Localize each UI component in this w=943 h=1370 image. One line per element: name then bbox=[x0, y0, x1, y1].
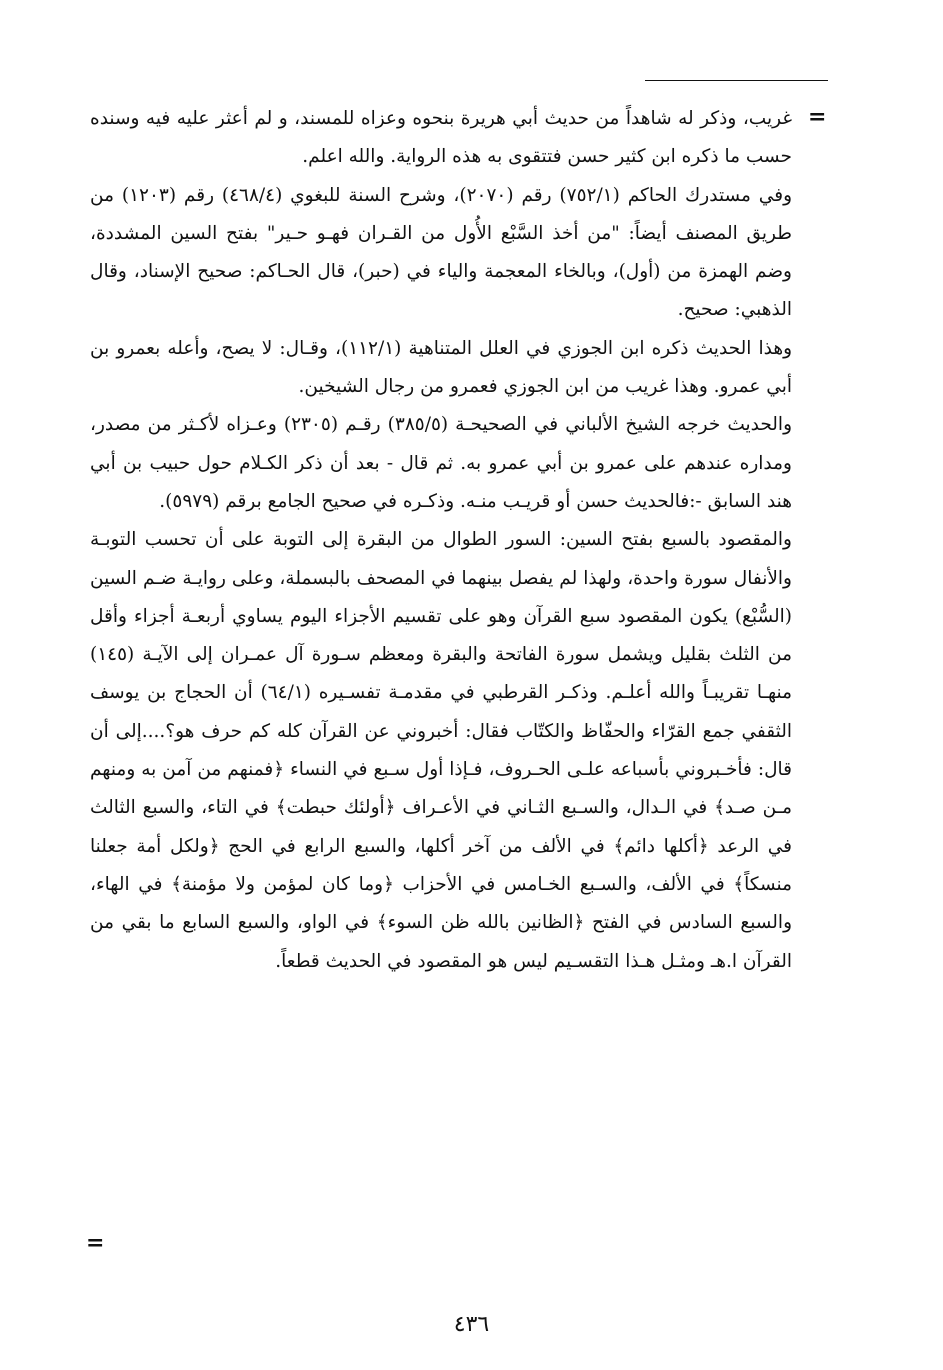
footnote-paragraph: وفي مستدرك الحاكم (٧٥٢/١) رقم (٢٠٧٠)، وشرح السنة للبغوي (٤٦٨/٤) رقم (١٢٠٣) من طريق المصنف أيضاً: "من أخذ السَّبْع الأُول من القـران فهـو حـير" بفتح السين المشددة، وضم الهمزة من (أول)، وبالخاء المعجمة والياء في (حبر)، قال الحـاكم: صحيح الإسناد، وقال الذهبي: صحيح. bbox=[90, 184, 792, 321]
footnote-paragraph: والحديث خرجه الشيخ الألباني في الصحيحـة (٣٨٥/٥) رقـم (٢٣٠٥) وعـزاه لأكـثر من مصدر، ومداره عندهم على عمرو بن أبي عمرو به. ثم قال - بعد أن ذكر الكـلام حول حبيب بن أبي هند السابق -:فالحديث حسن أو قريـب منـه. وذكـره في صحيح الجامع برقم (٥٩٧٩). bbox=[90, 414, 792, 512]
footnote-continuation-marker: = bbox=[808, 104, 827, 130]
footnote-paragraph: والمقصود بالسبع بفتح السين: السور الطوال من البقرة إلى التوبة على أن تحسب التوبـة والأنفال سورة واحدة، ولهذا لم يفصل بينهما في المصحف بالبسملة، وعلى روايـة ضـم السين (السُّبْع) يكون المقصود سبع القرآن وهو على تقسيم الأجزاء اليوم يساوي أربعـة أجزاء وأقل من الثلث بقليل ويشمل سورة الفاتحة والبقرة ومعظم سـورة آل عمـران إلى الآيـة (١٤٥) منهـا تقريبـاً والله أعلـم. وذكـر القرطبي في مقدمـة تفسـيره (٦٤/١) أن الحجاج بن يوسف الثقفي جمع القرّاء والحفّاظ والكتّاب فقال: أخبروني عن القرآن كله كم حرف هو؟....إلى أن قال: فأخـبروني بأسباعه علـى الحـروف، فـإذا أول سـبع في النساء ﴿فمنهم من آمن به ومنهم مـن صـد﴾ في الـدال، والسـبع الثـاني في الأعـراف ﴿أولئك حبطت﴾ في التاء، والسبع الثالث في الرعد ﴿أكلها دائم﴾ في الألف من آخر أكلها، والسبع الرابع في الحج ﴿ولكل أمة جعلنا منسكاً﴾ في الألف، والسـبع الخـامس في الأحزاب ﴿وما كان لمؤمن ولا مؤمنة﴾ في الهاء، والسبع السادس في الفتح ﴿الظانين بالله ظن السوء﴾ في الواو، والسبع السابع ما بقي من القرآن ا.هـ ومثـل هـذا التقسـيم ليس هو المقصود في الحديث قطعاً. bbox=[90, 529, 792, 972]
footnote-separator-rule bbox=[645, 80, 828, 81]
page-number: ٤٣٦ bbox=[453, 1312, 490, 1337]
footnote-paragraph: وهذا الحديث ذكره ابن الجوزي في العلل المتناهية (١١٢/١)، وقـال: لا يصح، وأعله بعمرو بن أبي عمرو. وهذا غريب من ابن الجوزي فعمرو من رجال الشيخين. bbox=[90, 337, 793, 398]
footnote-text-block bbox=[90, 100, 792, 981]
footnote-end-marker: = bbox=[86, 1230, 105, 1256]
footnote-paragraph: غريب، وذكر له شاهداً من حديث أبي هريرة بنحوه وعزاه للمسند، و لم أعثر عليه فيه وسنده حسب ما ذكره ابن كثير حسن فتتقوى به هذه الرواية. والله اعلم. bbox=[90, 108, 792, 168]
